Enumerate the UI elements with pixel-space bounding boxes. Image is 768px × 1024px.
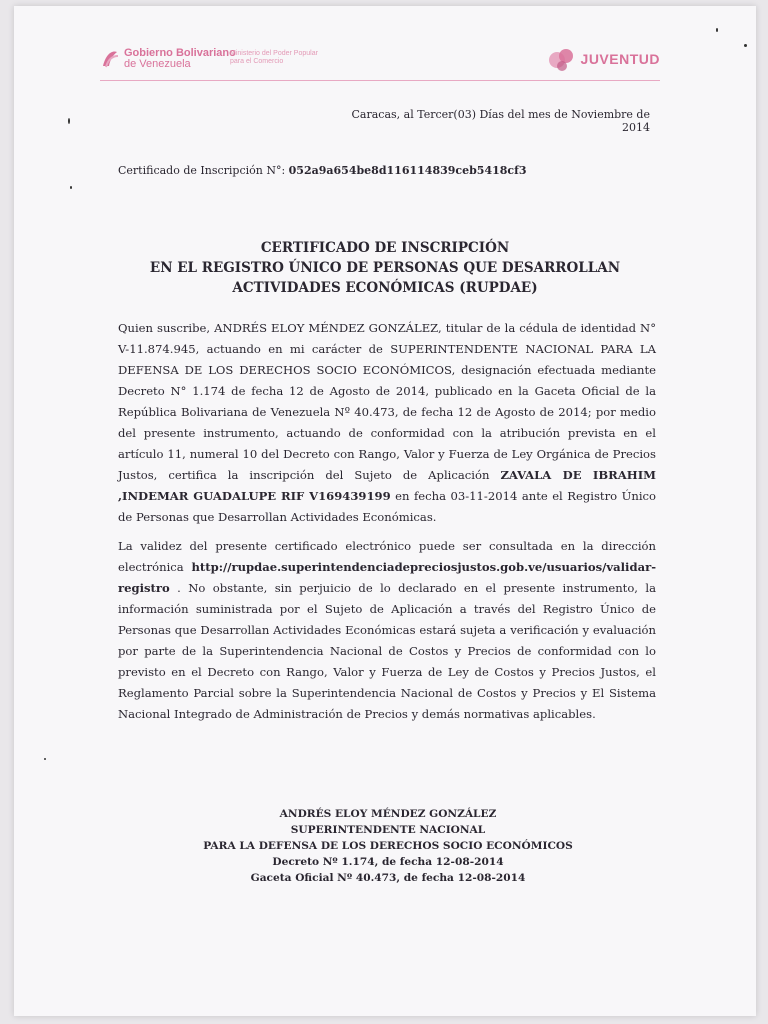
paragraph1-text-b: en fecha 03-11-2014 ante el Registro Único de Personas que Desarrollan Actividades Económicas. (118, 489, 656, 524)
paragraph1-text-a: Quien suscribe, ANDRÉS ELOY MÉNDEZ GONZÁLEZ, titular de la cédula de identidad N° V-11.874.945, actuando en mi carácter de SUPERINTENDENTE NACIONAL PARA LA DEFENSA DE LOS DERECHOS SOCIO ECONÓMICOS, designación efectuada mediante Decreto N° 1.174 de fecha 12 de Agosto de 2014, publicado en la Gaceta Oficial de la República Bolivariana de Venezuela Nº 40.473, de fecha 12 de Agosto de 2014; por medio del presente instrumento, actuando de conformidad con la atribución prevista en el artículo 11, numeral 10 del Decreto con Rango, Valor y Fuerza de Ley Orgánica de Precios Justos, certifica la inscripción del Sujeto de Aplicación (118, 321, 656, 482)
title-line-1: CERTIFICADO DE INSCRIPCIÓN (260, 240, 510, 256)
signatory-role-1: SUPERINTENDENTE NACIONAL (290, 824, 486, 836)
government-logo (100, 48, 236, 70)
paragraph-validity (118, 536, 656, 725)
ministry-line-2: para el Comercio (230, 58, 284, 65)
title-line-3: ACTIVIDADES ECONÓMICAS (RUPDAE) (232, 280, 538, 296)
signatory-decree: Decreto Nº 1.174, de fecha 12-08-2014 (272, 856, 504, 868)
title-line-2: EN EL REGISTRO ÚNICO DE PERSONAS QUE DESARROLLAN (149, 260, 621, 276)
certificate-number (118, 164, 527, 177)
paper-speck (744, 44, 747, 47)
signatory-gazette: Gaceta Oficial Nº 40.473, de fecha 12-08-2014 (250, 872, 526, 884)
paper-speck (68, 118, 70, 124)
certificate-label: Certificado de Inscripción N°: (118, 164, 286, 177)
paragraph2-text-b: . No obstante, sin perjuicio de lo declarado en el presente instrumento, la información suministrada por el Sujeto de Aplicación a través del Registro Único de Personas que Desarrollan Actividades Económicas estará sujeta a verificación y evaluación por parte de la Superintendencia Nacional de Costos y Precios de conformidad con lo previsto en el Decreto con Rango, Valor y Fuerza de Ley de Costos y Precios Justos, el Reglamento Parcial sobre la Superintendencia Nacional de Costos y Precios y El Sistema Nacional Integrado de Administración de Precios y demás normativas aplicables. (118, 581, 656, 721)
date-line: Caracas, al Tercer(03) Días del mes de Noviembre de 2014 (351, 108, 650, 134)
youth-logo (547, 44, 660, 74)
subject-name: ZAVALA DE IBRAHIM ,INDEMAR GUADALUPE RIF V169439199 (118, 468, 656, 503)
ministry-line-1: Ministerio del Poder Popular (230, 50, 318, 57)
signature-block (120, 806, 656, 886)
paper-speck (70, 186, 72, 189)
certificate-code: 052a9a654be8d116114839ceb5418cf3 (288, 164, 527, 177)
flag-emblem-icon (100, 48, 120, 70)
youth-logo-text: JUVENTUD (580, 51, 660, 67)
youth-emblem-icon (547, 44, 577, 74)
header-divider (100, 80, 660, 81)
paper-speck (716, 28, 718, 32)
paragraph-certification (118, 318, 656, 528)
logo-line-2: de Venezuela (124, 58, 191, 70)
logo-line-1: Gobierno Bolivariano (124, 47, 236, 59)
document-title (120, 238, 650, 298)
signatory-name: ANDRÉS ELOY MÉNDEZ GONZÁLEZ (279, 808, 497, 820)
signatory-role-2: PARA LA DEFENSA DE LOS DERECHOS SOCIO ECONÓMICOS (203, 840, 573, 852)
paragraph2-text-a: La validez del presente certificado electrónico puede ser consultada en la dirección electrónica (118, 539, 656, 574)
validation-url: http://rupdae.superintendenciadepreciosjustos.gob.ve/usuarios/validar-registro (118, 560, 656, 595)
ministry-label (230, 50, 318, 66)
letterhead (100, 44, 660, 88)
paper-speck (44, 758, 46, 760)
